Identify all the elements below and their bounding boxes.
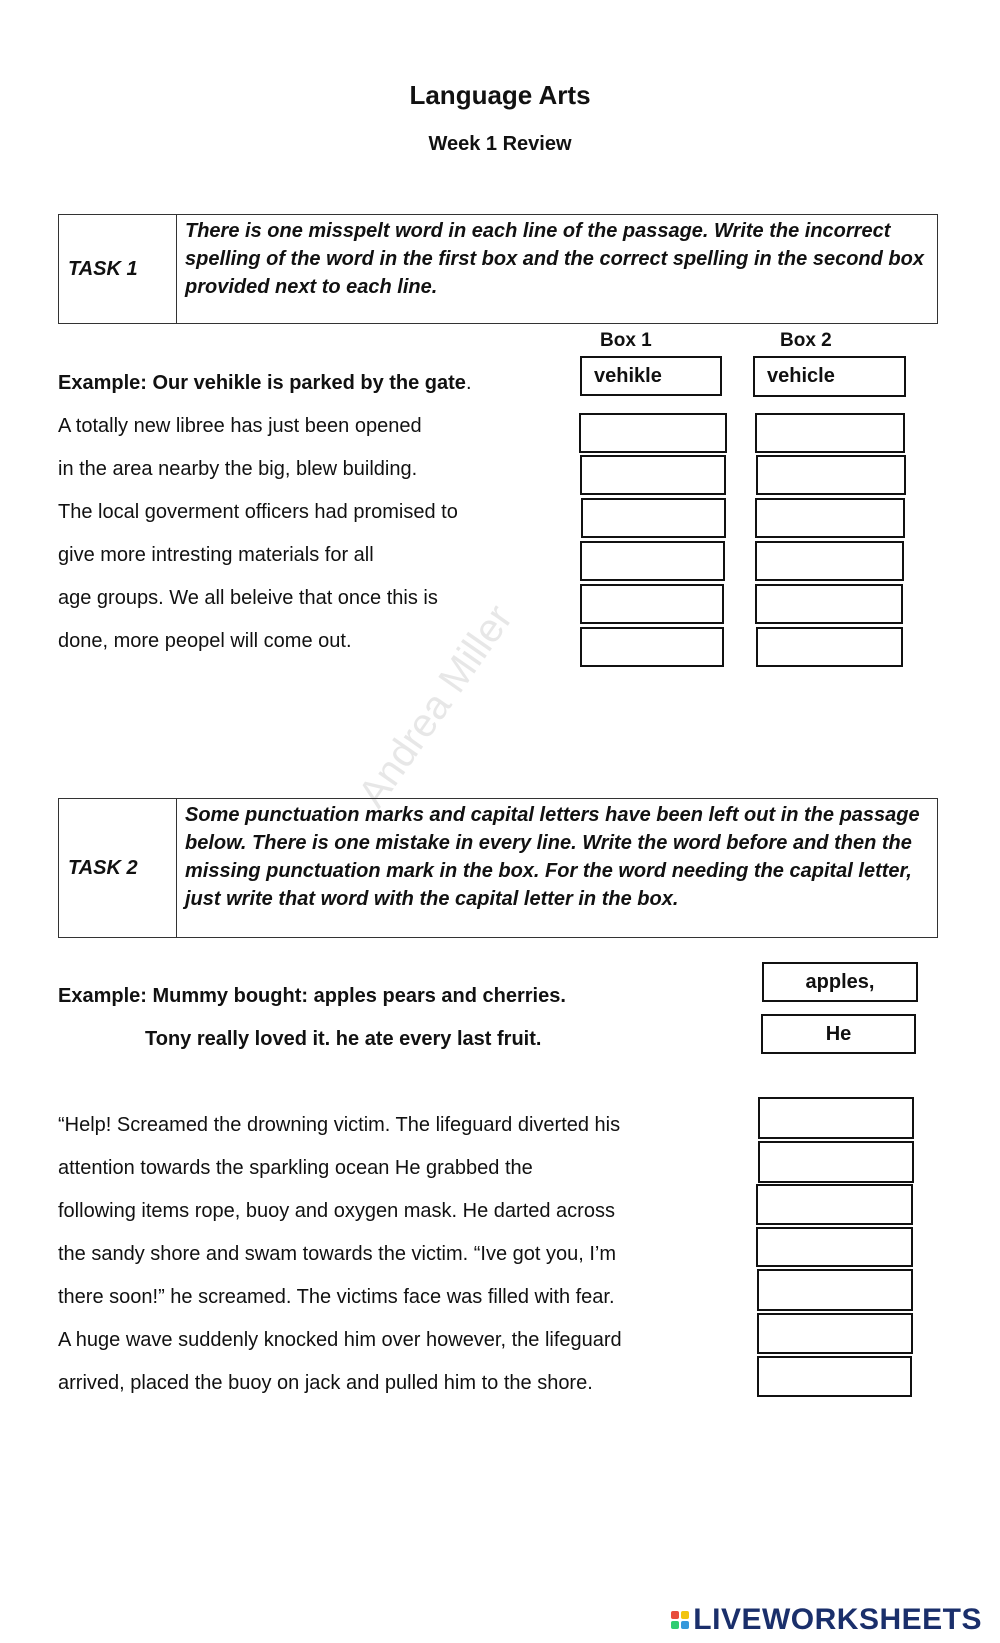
task2-line: attention towards the sparkling ocean He grabbed the <box>58 1157 533 1179</box>
task1-answer-box2[interactable] <box>755 541 904 581</box>
task2-example-line1: Example: Mummy bought: apples pears and cherries. <box>58 985 566 1007</box>
task2-instructions: Some punctuation marks and capital letters have been left out in the passage below. There is one mistake in every line. Write the word before and then the missing punctuation mark in the box. For the word needing the capital letter, just write that word with the capital letter in the box. <box>185 804 920 910</box>
task2-answer-box[interactable] <box>757 1269 913 1311</box>
task1-example <box>58 372 472 395</box>
task1-line: done, more peopel will come out. <box>58 630 352 652</box>
task2-line: “Help! Screamed the drowning victim. The lifeguard diverted his <box>58 1114 621 1136</box>
task1-example-box2: vehicle <box>753 356 906 397</box>
task1-example-box1: vehikle <box>580 356 722 396</box>
task1-answer-box1[interactable] <box>580 627 724 667</box>
task1-answer-box2[interactable] <box>755 413 905 453</box>
task1-line: age groups. We all beleive that once this is <box>58 587 438 609</box>
task2-answer-box[interactable] <box>757 1313 913 1354</box>
box1-header: Box 1 <box>600 330 652 351</box>
task2-example-line2: Tony really loved it. he ate every last fruit. <box>145 1028 542 1050</box>
watermark-text: Andrea Miller <box>350 596 522 816</box>
liveworksheets-brand: LIVEWORKSHEETS <box>693 1603 982 1636</box>
task1-line: give more intresting materials for all <box>58 544 374 566</box>
page-subtitle: Week 1 Review <box>428 133 572 155</box>
task1-table <box>58 214 938 324</box>
task2-example-box2: He <box>761 1014 916 1054</box>
box2-header: Box 2 <box>780 330 832 351</box>
task1-answer-box2[interactable] <box>756 455 906 495</box>
task1-line: in the area nearby the big, blew building. <box>58 458 418 480</box>
task1-line: A totally new libree has just been opened <box>58 415 422 437</box>
task1-answer-box1[interactable] <box>580 584 724 624</box>
task1-answer-box2[interactable] <box>755 584 903 624</box>
task1-answer-box1[interactable] <box>580 541 725 581</box>
task2-answer-box[interactable] <box>757 1356 912 1397</box>
liveworksheets-logo-icon <box>671 1611 689 1629</box>
task2-answer-box[interactable] <box>756 1227 913 1267</box>
task2-line: the sandy shore and swam towards the victim. “Ive got you, I’m <box>58 1243 617 1265</box>
task2-line: there soon!” he screamed. The victims face was filled with fear. <box>58 1286 615 1308</box>
page-title: Language Arts <box>409 80 591 110</box>
liveworksheets-logo <box>671 1603 982 1637</box>
task2-line: arrived, placed the buoy on jack and pulled him to the shore. <box>58 1372 593 1394</box>
task1-example-period: . <box>465 372 472 394</box>
task2-line: A huge wave suddenly knocked him over however, the lifeguard <box>58 1329 622 1351</box>
task2-example-box1: apples, <box>762 962 918 1002</box>
task1-label: TASK 1 <box>59 215 177 323</box>
task2-answer-box[interactable] <box>756 1184 913 1225</box>
task2-line: following items rope, buoy and oxygen mask. He darted across <box>58 1200 615 1222</box>
task1-instructions: There is one misspelt word in each line of the passage. Write the incorrect spelling of the word in the first box and the correct spelling in the second box provided next to each line. <box>185 220 924 298</box>
task1-answer-box2[interactable] <box>756 627 903 667</box>
task1-example-text: Example: Our vehikle is parked by the gate <box>58 372 466 394</box>
task2-table <box>58 798 938 938</box>
task2-answer-box[interactable] <box>758 1097 914 1139</box>
task1-answer-box1[interactable] <box>579 413 727 453</box>
task1-answer-box1[interactable] <box>581 498 726 538</box>
task1-line: The local goverment officers had promised to <box>58 501 458 523</box>
task2-answer-box[interactable] <box>758 1141 914 1183</box>
task1-answer-box2[interactable] <box>755 498 905 538</box>
task2-label: TASK 2 <box>59 799 177 937</box>
task1-answer-box1[interactable] <box>580 455 726 495</box>
